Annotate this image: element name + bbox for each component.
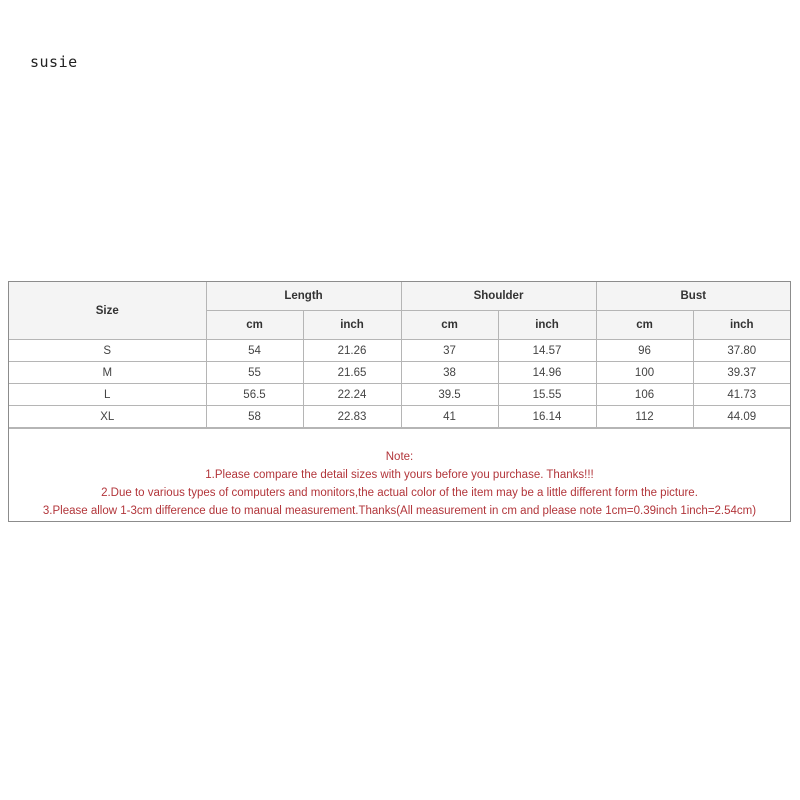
table-row-xl (9, 406, 790, 428)
watermark-text: susie (30, 53, 78, 71)
note-line-1: 1.Please compare the detail sizes with yours before you purchase. Thanks!!! (205, 469, 594, 481)
length-inch-cell: 22.83 (303, 406, 401, 428)
header-row-groups (9, 282, 790, 311)
bust-cm-cell: 100 (596, 362, 693, 384)
bust-inch-header: inch (693, 311, 790, 340)
table-row-l (9, 384, 790, 406)
size-cell: S (9, 340, 206, 362)
shoulder-inch-cell: 14.57 (498, 340, 596, 362)
shoulder-cm-cell: 41 (401, 406, 498, 428)
length-inch-cell: 21.65 (303, 362, 401, 384)
length-inch-cell: 22.24 (303, 384, 401, 406)
size-cell: L (9, 384, 206, 406)
table-row-s (9, 340, 790, 362)
shoulder-inch-header: inch (498, 311, 596, 340)
shoulder-cm-cell: 37 (401, 340, 498, 362)
bust-cm-header: cm (596, 311, 693, 340)
length-header: Length (206, 282, 401, 311)
bust-cm-cell: 112 (596, 406, 693, 428)
size-chart (8, 281, 791, 522)
size-header: Size (9, 282, 206, 340)
notes-block (9, 428, 790, 521)
shoulder-inch-cell: 15.55 (498, 384, 596, 406)
note-line-2: 2.Due to various types of computers and monitors,the actual color of the item may be a little different form the picture. (101, 487, 698, 499)
length-cm-cell: 58 (206, 406, 303, 428)
shoulder-cm-cell: 38 (401, 362, 498, 384)
note-line-3: 3.Please allow 1-3cm difference due to manual measurement.Thanks(All measurement in cm and please note 1cm=0.39inch 1inch=2.54cm) (42, 505, 757, 517)
length-cm-cell: 54 (206, 340, 303, 362)
bust-header: Bust (596, 282, 790, 311)
bust-inch-cell: 44.09 (693, 406, 790, 428)
length-inch-cell: 21.26 (303, 340, 401, 362)
bust-cm-cell: 96 (596, 340, 693, 362)
shoulder-cm-cell: 39.5 (401, 384, 498, 406)
length-cm-cell: 55 (206, 362, 303, 384)
shoulder-inch-cell: 16.14 (498, 406, 596, 428)
shoulder-cm-header: cm (401, 311, 498, 340)
shoulder-inch-cell: 14.96 (498, 362, 596, 384)
size-cell: M (9, 362, 206, 384)
length-inch-header: inch (303, 311, 401, 340)
note-title: Note: (385, 451, 414, 463)
length-cm-header: cm (206, 311, 303, 340)
bust-inch-cell: 37.80 (693, 340, 790, 362)
size-table (9, 282, 790, 428)
shoulder-header: Shoulder (401, 282, 596, 311)
bust-inch-cell: 41.73 (693, 384, 790, 406)
bust-inch-cell: 39.37 (693, 362, 790, 384)
size-cell: XL (9, 406, 206, 428)
length-cm-cell: 56.5 (206, 384, 303, 406)
table-row-m (9, 362, 790, 384)
bust-cm-cell: 106 (596, 384, 693, 406)
